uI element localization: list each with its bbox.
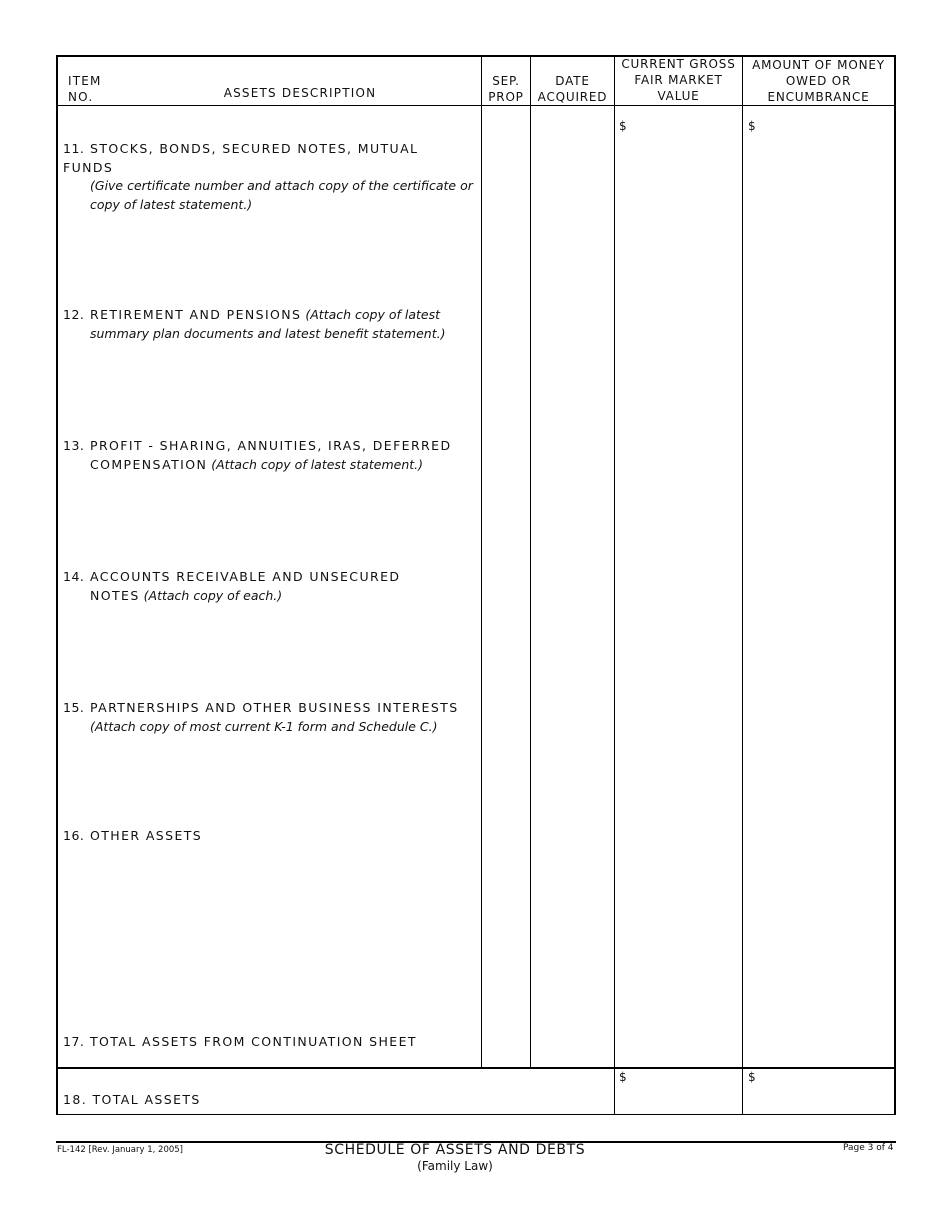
table-left-border	[56, 55, 58, 1115]
item-number: 12.	[63, 307, 85, 322]
item-15	[63, 699, 473, 736]
header-sep-prop-line1: SEP.	[492, 74, 520, 88]
header-current-value-line2: FAIR MARKET	[634, 73, 723, 87]
table-right-border	[894, 55, 896, 1115]
header-sep-prop-line2: PROP	[488, 90, 524, 104]
page-number: Page 3 of 4	[843, 1143, 894, 1153]
item-number: 16.	[63, 828, 85, 843]
header-current-value-line1: CURRENT GROSS	[621, 57, 736, 71]
header-current-value	[615, 56, 742, 104]
item-note: copy of latest statement.)	[90, 196, 253, 212]
total-assets-label: 18. TOTAL ASSETS	[63, 1092, 201, 1107]
item-title: TOTAL ASSETS FROM CONTINUATION SHEET	[90, 1034, 417, 1049]
item-note: (Attach copy of latest	[305, 307, 441, 322]
footer-subtitle: (Family Law)	[417, 1159, 493, 1173]
item-title: NOTES	[90, 587, 140, 603]
header-date-acquired-line1: DATE	[555, 74, 590, 88]
header-current-value-line3: VALUE	[657, 89, 700, 103]
header-amount-owed-line3: ENCUMBRANCE	[767, 90, 870, 104]
header-assets-description-label: ASSETS DESCRIPTION	[223, 86, 377, 100]
footer-title: SCHEDULE OF ASSETS AND DEBTS	[324, 1142, 586, 1158]
header-item-no-line2: NO.	[68, 90, 94, 104]
header-amount-owed-line2: OWED OR	[785, 74, 852, 88]
item-note: (Attach copy of latest statement.)	[211, 456, 424, 472]
item-note: summary plan documents and latest benefit statement.)	[90, 325, 446, 341]
header-date-acquired-line2: ACQUIRED	[537, 90, 608, 104]
header-assets-description	[160, 85, 440, 101]
col-divider-date	[614, 55, 615, 1115]
header-sep-prop	[482, 73, 530, 105]
header-item-no	[68, 73, 102, 105]
value-dollar-sign: $	[619, 119, 627, 133]
item-title: PROFIT - SHARING, ANNUITIES, IRAS, DEFERRED	[90, 438, 452, 453]
item-note: (Attach copy of each.)	[143, 587, 283, 603]
item-title: COMPENSATION	[90, 456, 208, 472]
col-divider-sep-prop	[530, 55, 531, 1068]
item-note: (Attach copy of most current K-1 form and Schedule C.)	[90, 718, 438, 734]
item-number: 11.	[63, 141, 85, 156]
total-row-top-border	[56, 1067, 896, 1069]
item-number: 15.	[63, 700, 85, 715]
item-12	[63, 306, 473, 343]
col-divider-value	[742, 55, 743, 1115]
item-14	[63, 568, 473, 605]
owed-dollar-sign: $	[748, 119, 756, 133]
item-13	[63, 437, 473, 474]
item-title: PARTNERSHIPS AND OTHER BUSINESS INTERESTS	[90, 700, 459, 715]
header-amount-owed-line1: AMOUNT OF MONEY	[752, 58, 885, 72]
item-17	[63, 1033, 473, 1052]
header-item-no-line1: ITEM	[68, 74, 102, 88]
item-number: 13.	[63, 438, 85, 453]
col-divider-description	[481, 55, 482, 1068]
form-id: FL-142 [Rev. January 1, 2005]	[57, 1145, 183, 1155]
item-11	[63, 140, 473, 214]
item-number: 17.	[63, 1034, 85, 1049]
item-16	[63, 827, 473, 846]
item-title: RETIREMENT AND PENSIONS	[90, 307, 302, 322]
header-amount-owed	[743, 57, 894, 105]
item-title: ACCOUNTS RECEIVABLE AND UNSECURED	[90, 569, 401, 584]
total-owed-dollar-sign: $	[748, 1070, 756, 1084]
item-title: OTHER ASSETS	[90, 828, 203, 843]
total-value-dollar-sign: $	[619, 1070, 627, 1084]
table-bottom-border	[56, 1114, 896, 1115]
item-title: STOCKS, BONDS, SECURED NOTES, MUTUAL FUNDS	[63, 141, 419, 175]
item-number: 14.	[63, 569, 85, 584]
header-date-acquired	[531, 73, 614, 105]
item-note: (Give certificate number and attach copy of the certificate or	[90, 178, 473, 193]
header-bottom-border	[56, 105, 896, 106]
